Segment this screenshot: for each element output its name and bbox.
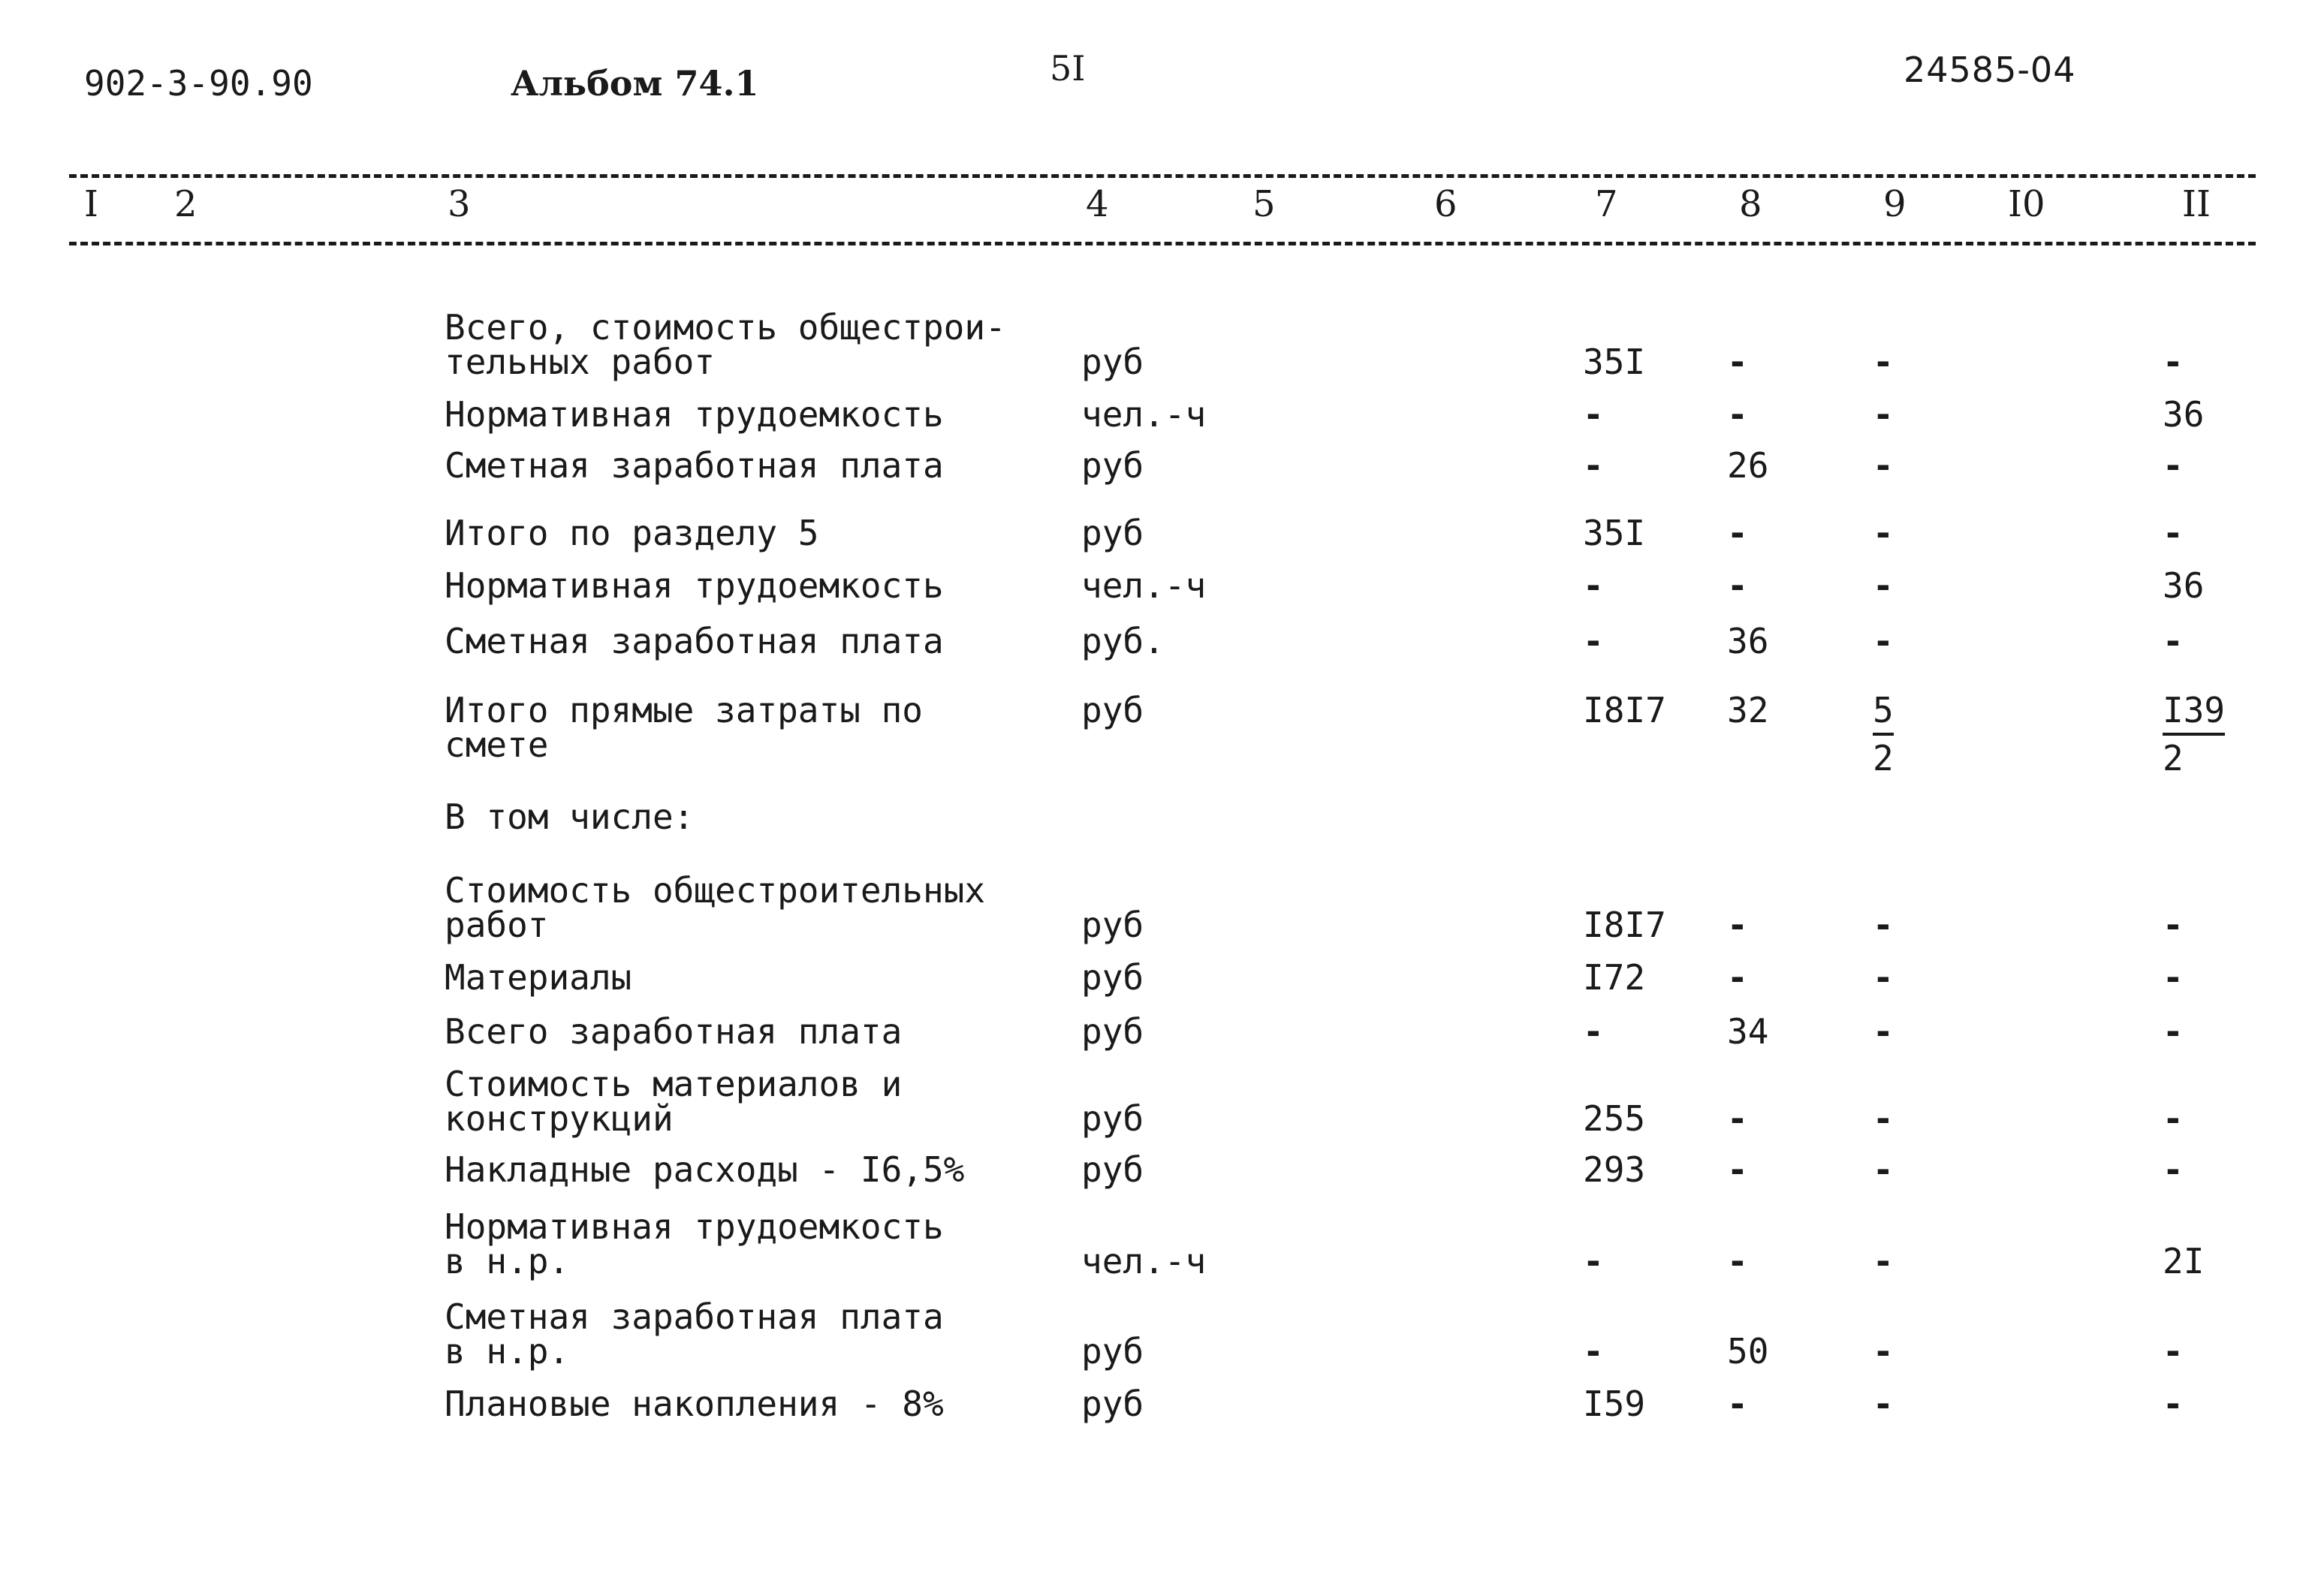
cell-col9: -: [1873, 621, 1894, 661]
cell-col8: 50: [1727, 1331, 1769, 1372]
cell-col7: -: [1583, 394, 1604, 435]
cell-col11: -: [2163, 905, 2184, 945]
column-number-3: 3: [448, 183, 471, 225]
row-description-line: Всего, стоимость общестрои-: [445, 307, 1006, 348]
cell-col11-fraction: [2163, 692, 2225, 776]
row-description-line: Сметная заработная плата: [445, 1296, 944, 1337]
cell-col7: 35I: [1583, 513, 1646, 553]
row-description-line: Нормативная трудоемкость: [445, 565, 944, 606]
project-code: 902-3-90.90: [84, 63, 313, 104]
row-unit: руб: [1081, 513, 1144, 553]
cell-col8: -: [1727, 342, 1748, 382]
column-number-6: 6: [1434, 183, 1457, 225]
cell-col9: -: [1873, 1011, 1894, 1052]
row-description-line: работ: [445, 905, 549, 945]
row-description-line: смете: [445, 724, 549, 765]
row-unit: руб: [1081, 1011, 1144, 1052]
cell-col11: -: [2163, 957, 2184, 998]
row-unit: руб: [1081, 1384, 1144, 1424]
row-description-line: конструкций: [445, 1098, 674, 1139]
cell-col8: -: [1727, 1241, 1748, 1281]
row-description-line: Сметная заработная плата: [445, 445, 944, 486]
cell-col7: -: [1583, 1241, 1604, 1281]
row-description-line: Всего заработная плата: [445, 1011, 903, 1052]
cell-col7: 255: [1583, 1098, 1646, 1139]
page-number: 5I: [1050, 48, 1086, 89]
row-description-line: Накладные расходы - I6,5%: [445, 1149, 965, 1190]
cell-col9: -: [1873, 1241, 1894, 1281]
column-number-5: 5: [1252, 183, 1276, 225]
fraction-numerator: 5: [1873, 692, 1894, 736]
cell-col9-fraction: [1873, 692, 1894, 776]
cell-col9: -: [1873, 957, 1894, 998]
column-number-2: 2: [174, 183, 197, 225]
cell-col8: -: [1727, 394, 1748, 435]
column-number-11: II: [2182, 183, 2211, 225]
column-number-10: I0: [2008, 183, 2045, 225]
cell-col8: -: [1727, 513, 1748, 553]
cell-col11: -: [2163, 1098, 2184, 1139]
cell-col9: -: [1873, 1149, 1894, 1190]
cell-col7: I72: [1583, 957, 1646, 998]
cell-col7: -: [1583, 445, 1604, 486]
cell-col7: I59: [1583, 1384, 1646, 1424]
row-description-line: в н.р.: [445, 1331, 570, 1372]
cell-col7: 293: [1583, 1149, 1646, 1190]
cell-col8: 26: [1727, 445, 1769, 486]
cell-col11: 2I: [2163, 1241, 2205, 1281]
column-number-9: 9: [1883, 183, 1907, 225]
cell-col7: I8I7: [1583, 690, 1666, 730]
row-description-line: Материалы: [445, 957, 632, 998]
column-number-8: 8: [1739, 183, 1762, 225]
cell-col7: -: [1583, 621, 1604, 661]
cell-col8: -: [1727, 1384, 1748, 1424]
row-description-line: В том числе:: [445, 796, 695, 837]
row-description-line: Стоимость материалов и: [445, 1064, 903, 1104]
row-description-line: Итого прямые затраты по: [445, 690, 923, 730]
column-number-7: 7: [1595, 183, 1618, 225]
cell-col8: 36: [1727, 621, 1769, 661]
cell-col8: -: [1727, 1098, 1748, 1139]
row-description-line: в н.р.: [445, 1241, 570, 1281]
cell-col11: -: [2163, 513, 2184, 553]
cell-col7: -: [1583, 565, 1604, 606]
cell-col9: -: [1873, 1331, 1894, 1372]
cell-col11: -: [2163, 1331, 2184, 1372]
row-description-line: Нормативная трудоемкость: [445, 394, 944, 435]
cell-col8: -: [1727, 565, 1748, 606]
fraction-denominator: 2: [2163, 738, 2184, 778]
cell-col9: -: [1873, 445, 1894, 486]
cell-col11: 36: [2163, 394, 2205, 435]
row-unit: руб.: [1081, 621, 1165, 661]
cell-col8: -: [1727, 957, 1748, 998]
cell-col7: -: [1583, 1331, 1604, 1372]
cell-col7: 35I: [1583, 342, 1646, 382]
header-top-divider: [69, 174, 2256, 178]
cell-col9: -: [1873, 342, 1894, 382]
row-description-line: Стоимость общестроительных: [445, 870, 986, 911]
row-unit: руб: [1081, 690, 1144, 730]
cell-col8: -: [1727, 905, 1748, 945]
cell-col11: 36: [2163, 565, 2205, 606]
cell-col11: -: [2163, 445, 2184, 486]
row-unit: чел.-ч: [1081, 565, 1207, 606]
cell-col11: -: [2163, 1384, 2184, 1424]
cell-col8: -: [1727, 1149, 1748, 1190]
cell-col7: I8I7: [1583, 905, 1666, 945]
cell-col11: -: [2163, 621, 2184, 661]
row-description-line: Плановые накопления - 8%: [445, 1384, 944, 1424]
row-unit: руб: [1081, 445, 1144, 486]
row-description-line: Сметная заработная плата: [445, 621, 944, 661]
album-label: Альбом 74.1: [511, 63, 759, 104]
row-unit: руб: [1081, 957, 1144, 998]
cell-col9: -: [1873, 394, 1894, 435]
row-unit: чел.-ч: [1081, 1241, 1207, 1281]
cell-col8: 34: [1727, 1011, 1769, 1052]
row-unit: руб: [1081, 1331, 1144, 1372]
column-number-4: 4: [1086, 183, 1109, 225]
row-unit: руб: [1081, 1098, 1144, 1139]
cell-col9: -: [1873, 1384, 1894, 1424]
cell-col11: -: [2163, 1011, 2184, 1052]
fraction-denominator: 2: [1873, 738, 1894, 778]
cell-col9: -: [1873, 565, 1894, 606]
header-bottom-divider: [69, 242, 2256, 245]
row-unit: руб: [1081, 342, 1144, 382]
cell-col9: -: [1873, 513, 1894, 553]
cell-col11: -: [2163, 1149, 2184, 1190]
cell-col8: 32: [1727, 690, 1769, 730]
row-description-line: тельных работ: [445, 342, 716, 382]
row-unit: руб: [1081, 1149, 1144, 1190]
row-unit: чел.-ч: [1081, 394, 1207, 435]
cell-col7: -: [1583, 1011, 1604, 1052]
row-unit: руб: [1081, 905, 1144, 945]
document-number: 24585-04: [1904, 50, 2076, 90]
cell-col9: -: [1873, 905, 1894, 945]
row-description-line: Нормативная трудоемкость: [445, 1206, 944, 1247]
column-number-1: I: [84, 183, 98, 225]
cell-col9: -: [1873, 1098, 1894, 1139]
cell-col11: -: [2163, 342, 2184, 382]
fraction-numerator: I39: [2163, 692, 2225, 736]
row-description-line: Итого по разделу 5: [445, 513, 819, 553]
